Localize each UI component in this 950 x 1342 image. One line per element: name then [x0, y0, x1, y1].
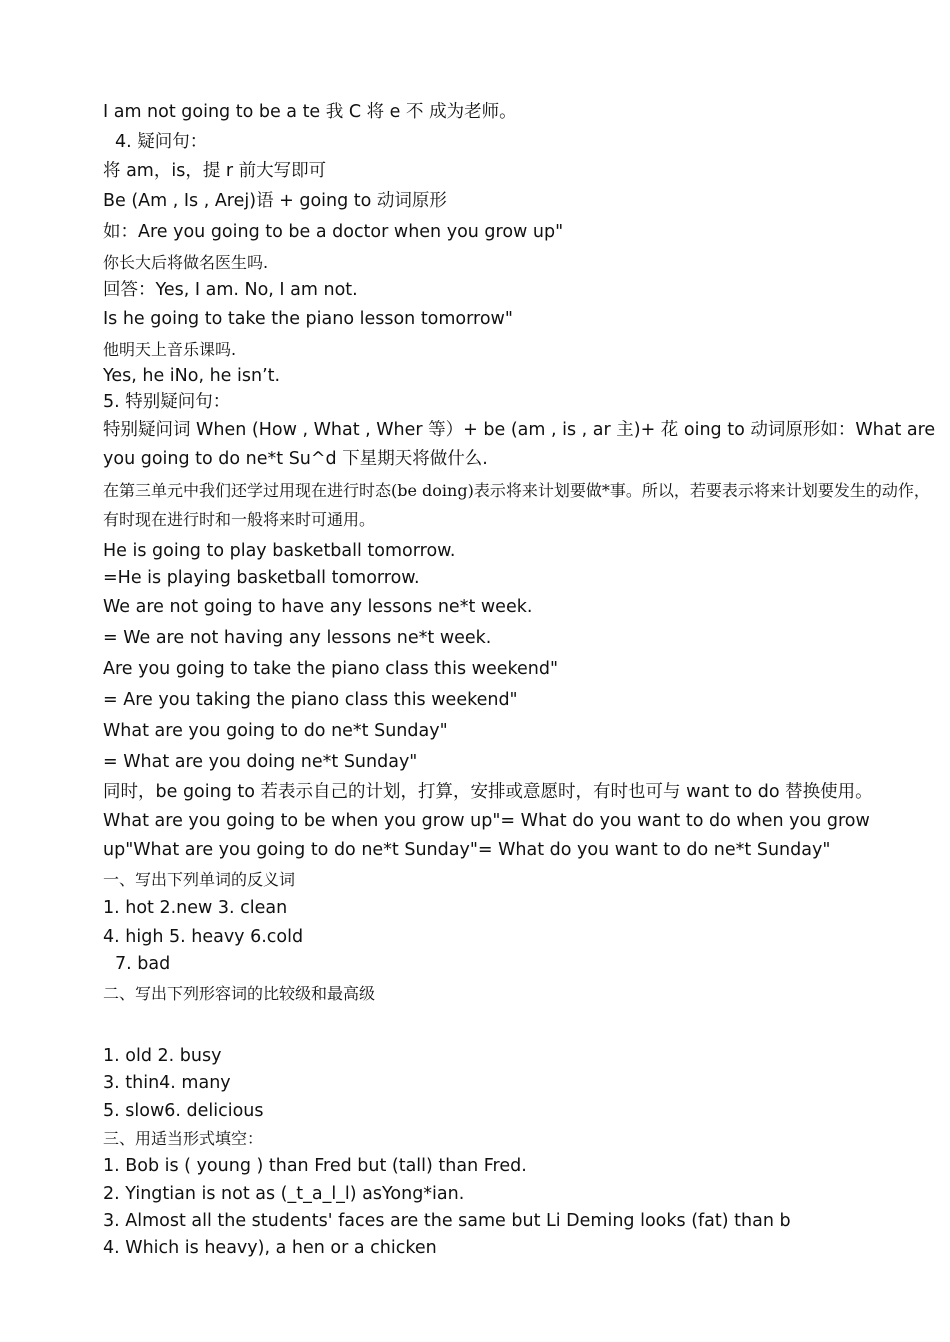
- text-line: Are you going to take the piano class this weekend": [103, 659, 559, 679]
- exercise-item: 3. thin4. many: [103, 1073, 231, 1093]
- section-heading: 5. 特别疑问句：: [103, 392, 231, 412]
- text-line: Is he going to take the piano lesson tomorrow": [103, 309, 513, 329]
- exercise-item: 1. Bob is ( young ) than Fred but (tall) than Fred.: [103, 1156, 527, 1176]
- exercise-item: 1. hot 2.new 3. clean: [103, 898, 288, 918]
- text-line: What are you going to do ne*t Sunday": [103, 721, 448, 741]
- paragraph: What are you going to be when you grow up"= What do you want to do when you grow up"What are you going to do ne*t Sunday"= What do you want to do ne*t Sunday": [103, 811, 870, 860]
- exercise-heading: 二、写出下列形容词的比较级和最高级: [103, 984, 376, 1003]
- exercise-item: 5. slow6. delicious: [103, 1101, 264, 1121]
- text-line: Be (Am , Is , Arej)语 + going to 动词原形: [103, 191, 447, 211]
- text-line: 如：Are you going to be a doctor when you grow up": [103, 222, 564, 242]
- text-line: We are not going to have any lessons ne*t week.: [103, 597, 533, 617]
- text-line: Yes, he iNo, he isn’t.: [103, 366, 281, 386]
- text-line: I am not going to be a te 我 C 将 e 不 成为老师。: [103, 102, 517, 122]
- exercise-item: 4. high 5. heavy 6.cold: [103, 927, 304, 947]
- exercise-item: 1. old 2. busy: [103, 1046, 222, 1066]
- text-line: = What are you doing ne*t Sunday": [103, 752, 418, 772]
- text-line: 你长大后将做名医生吗.: [103, 253, 269, 272]
- text-line: = We are not having any lessons ne*t week.: [103, 628, 492, 648]
- text-line: = Are you taking the piano class this weekend": [103, 690, 518, 710]
- exercise-item: 2. Yingtian is not as (_t_a_l_l) asYong*ian.: [103, 1184, 465, 1204]
- section-heading: 4. 疑问句：: [115, 132, 208, 152]
- exercise-heading: 三、用适当形式填空：: [103, 1129, 264, 1148]
- exercise-item: 7. bad: [115, 954, 171, 974]
- exercise-heading: 一、写出下列单词的反义词: [103, 870, 296, 889]
- text-line: 将 am，is，提 r 前大写即可: [103, 161, 327, 181]
- text-line: 他明天上音乐课吗.: [103, 340, 237, 359]
- text-line: 回答：Yes, I am. No, I am not.: [103, 280, 358, 300]
- text-line: He is going to play basketball tomorrow.: [103, 541, 456, 561]
- text-line: =He is playing basketball tomorrow.: [103, 568, 420, 588]
- text-line: 同时，be going to 若表示自己的计划，打算，安排或意愿时，有时也可与 want to do 替换使用。: [103, 782, 873, 802]
- paragraph: 在第三单元中我们还学过用现在进行时态(be doing)表示将来计划要做*事。所以，若要表示将来计划要发生的动作，有时现在进行时和一般将来时可通用。: [103, 481, 930, 529]
- exercise-item: 3. Almost all the students' faces are the same but Li Deming looks (fat) than b: [103, 1211, 791, 1231]
- exercise-item: 4. Which is heavy), a hen or a chicken: [103, 1238, 437, 1258]
- paragraph: 特别疑问词 When (How , What , Wher 等）+ be (am , is , ar 主)+ 花 oing to 动词原形如：What are you going to do ne*t Su^d 下星期天将做什么.: [103, 420, 936, 469]
